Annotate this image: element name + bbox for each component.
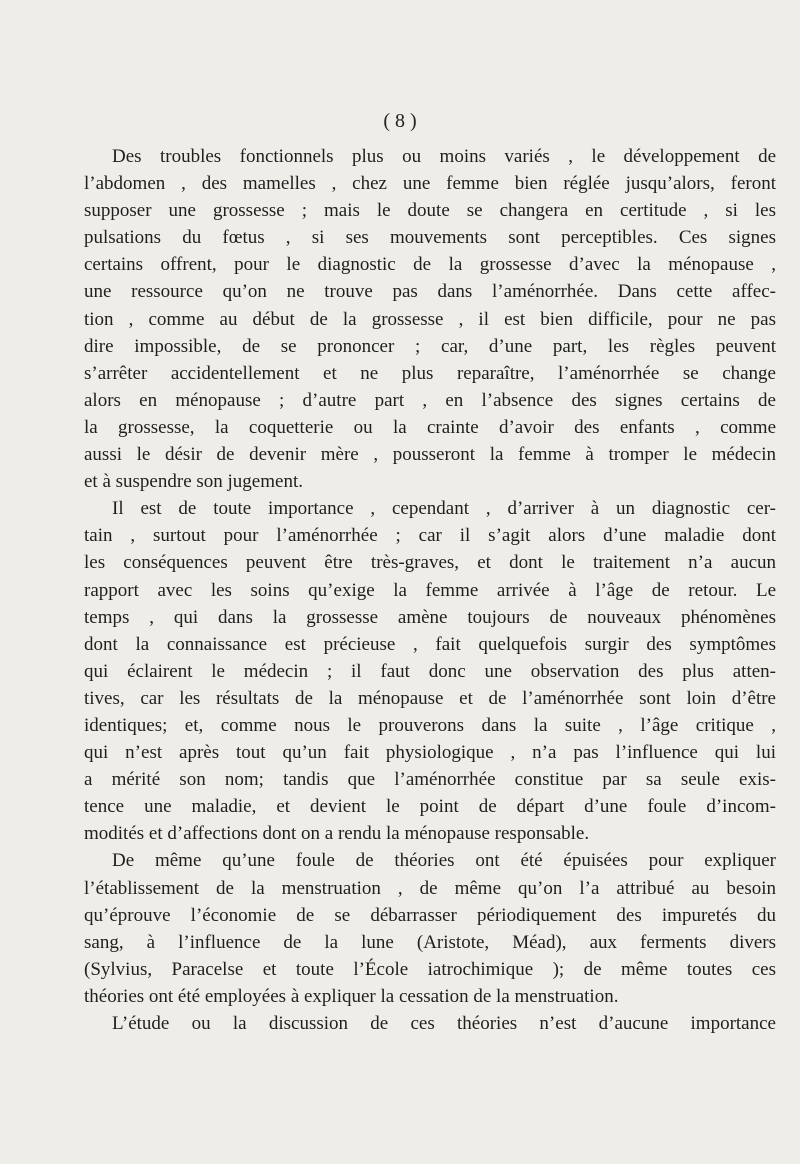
text-line: qui n’est après tout qu’un fait physiologique , n’a pas l’influence qui lui (84, 742, 776, 764)
text-line: s’arrêter accidentellement et ne plus reparaître, l’aménorrhée se change (84, 362, 776, 384)
text-line: la grossesse, la coquetterie ou la crainte d’avoir des enfants , comme (84, 416, 776, 438)
text-line: tence une maladie, et devient le point de départ d’une foule d’incom- (84, 796, 776, 818)
text-line: De même qu’une foule de théories ont été épuisées pour expliquer (112, 850, 776, 872)
text-line: dire impossible, de se prononcer ; car, d’une part, les règles peuvent (84, 335, 776, 357)
text-line: qui éclairent le médecin ; il faut donc une observation des plus atten- (84, 660, 776, 682)
text-line: dont la connaissance est précieuse , fait quelquefois surgir des symptômes (84, 633, 776, 655)
text-line: certains offrent, pour le diagnostic de la grossesse d’avec la ménopause , (84, 254, 776, 276)
text-line: aussi le désir de devenir mère , pousseront la femme à tromper le médecin (84, 444, 776, 466)
text-line: sang, à l’influence de la lune (Aristote, Méad), aux ferments divers (84, 931, 776, 953)
text-line: Il est de toute importance , cependant , d’arriver à un diagnostic cer- (112, 498, 776, 520)
page-number: ( 8 ) (383, 110, 417, 132)
text-line: tain , surtout pour l’aménorrhée ; car il s’agit alors d’une maladie dont (84, 525, 776, 547)
text-line: qu’éprouve l’économie de se débarrasser périodiquement des impuretés du (84, 904, 776, 926)
text-line: alors en ménopause ; d’autre part , en l’absence des signes certains de (84, 389, 776, 411)
text-line: rapport avec les soins qu’exige la femme arrivée à l’âge de retour. Le (84, 579, 776, 601)
text-line: théories ont été employées à expliquer la cessation de la menstruation. (84, 985, 619, 1007)
text-line: pulsations du fœtus , si ses mouvements sont perceptibles. Ces signes (84, 227, 776, 249)
text-line: modités et d’affections dont on a rendu la ménopause responsable. (84, 823, 590, 845)
text-line: temps , qui dans la grossesse amène toujours de nouveaux phénomènes (84, 606, 776, 628)
text-line: les conséquences peuvent être très-graves, et dont le traitement n’a aucun (84, 552, 776, 574)
text-line: tion , comme au début de la grossesse , il est bien difficile, pour ne pas (84, 308, 776, 330)
text-line: l’établissement de la menstruation , de même qu’on l’a attribué au besoin (84, 877, 776, 899)
text-line: a mérité son nom; tandis que l’aménorrhée constitue par sa seule exis- (84, 769, 776, 791)
text-line: (Sylvius, Paracelse et toute l’École iatrochimique ); de même toutes ces (84, 958, 776, 980)
text-line: une ressource qu’on ne trouve pas dans l’aménorrhée. Dans cette affec- (84, 281, 776, 303)
text-line: l’abdomen , des mamelles , chez une femme bien réglée jusqu’alors, feront (84, 173, 776, 195)
text-line: L’étude ou la discussion de ces théories n’est d’aucune importance (112, 1013, 776, 1034)
text-line: supposer une grossesse ; mais le doute se changera en certitude , si les (84, 200, 776, 222)
text-line: et à suspendre son jugement. (84, 471, 303, 493)
body-text (84, 143, 776, 1037)
text-line: identiques; et, comme nous le prouverons dans la suite , l’âge critique , (84, 714, 776, 736)
text-line: tives, car les résultats de la ménopause et de l’aménorrhée sont loin d’être (84, 687, 776, 709)
text-line: Des troubles fonctionnels plus ou moins variés , le développement de (112, 146, 776, 167)
